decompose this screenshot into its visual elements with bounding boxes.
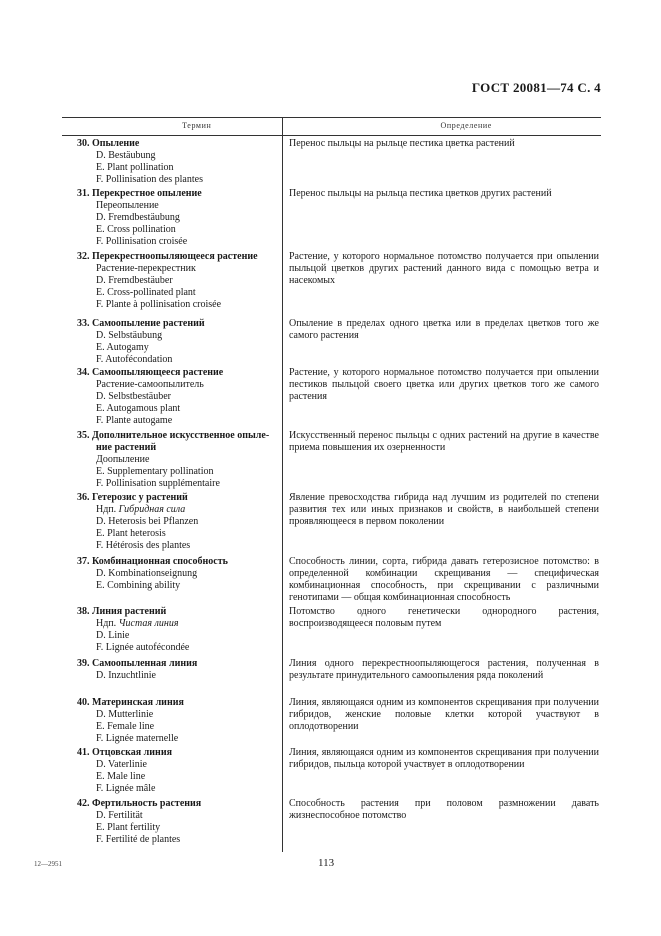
term-equivalent: D. Heterosis bei Pflanzen <box>96 516 199 527</box>
term-equivalent: D. Fremdbestäuber <box>96 275 173 286</box>
term-equivalent: D. Vaterlinie <box>96 759 147 770</box>
term-equivalent: Растение-перекрестник <box>96 263 196 274</box>
term-equivalent: E. Cross-pollinated plant <box>96 287 196 298</box>
deprecated-synonym <box>96 504 280 516</box>
term-block <box>77 251 280 311</box>
term-equivalent: F. Hétérosis des plantes <box>96 540 191 551</box>
term-equivalent: D. Fremdbestäubung <box>96 212 180 223</box>
table-header <box>62 117 601 136</box>
term-definition: Растение, у которого нормальное потомство получается при опылении пыльцой цветков других растений данного вида с помощью ветра и насекомых <box>289 251 599 286</box>
term-block <box>77 658 280 682</box>
term-equivalent: F. Lignée autofécondée <box>96 642 190 653</box>
deprecated-prefix: Ндп. <box>96 618 119 629</box>
term-equivalent: F. Lignée maternelle <box>96 733 179 744</box>
term-title: 34. Самоопыляющееся растение <box>77 367 224 378</box>
term-definition: Способность растения при половом размножении давать жизнеспособное потомство <box>289 798 599 821</box>
term-definition: Растение, у которого нормальное потомство получается при опылении пестиков пыльцой своего цветка или других цветков того же самого растения <box>289 367 599 402</box>
term-definition: Перенос пыльцы на рыльце пестика цветка растений <box>289 138 515 149</box>
term-equivalent: F. Lignée mâle <box>96 783 156 794</box>
term-equivalent: F. Plante à pollinisation croisée <box>96 299 222 310</box>
term-equivalent: Переопыление <box>96 200 159 211</box>
term-equivalent: E. Autogamy <box>96 342 149 353</box>
term-title: 30. Опыление <box>77 138 140 149</box>
term-equivalent: D. Bestäubung <box>96 150 156 161</box>
term-equivalent: D. Fertilität <box>96 810 143 821</box>
term-definition: Опыление в пределах одного цветка или в пределах цветков того же самого растения <box>289 318 599 341</box>
term-title: 37. Комбинационная способность <box>77 556 228 567</box>
term-definition: Линия одного перекрестноопыляющегося растения, полученная в результате принудительного самоопыления ряда поколений <box>289 658 599 681</box>
term-equivalent: F. Fertilité de plantes <box>96 834 181 845</box>
term-equivalent: Растение-самоопылитель <box>96 379 204 390</box>
term-equivalent: F. Autofécondation <box>96 354 173 365</box>
term-equivalent: F. Plante autogame <box>96 415 173 426</box>
term-definition: Явление превосходства гибрида над лучшим из родителей по степени развития тех или иных признаков и свойств, в наибольшей степени проявляющееся в первом поколении <box>289 492 599 527</box>
term-title: 41. Отцовская линия <box>77 747 172 758</box>
term-definition: Искусственный перенос пыльцы с одних растений на другие в качестве приема повышения их озерненности <box>289 430 599 453</box>
term-title-continued: ние растений <box>96 442 157 453</box>
term-equivalent: E. Plant fertility <box>96 822 161 833</box>
term-definition: Способность линии, сорта, гибрида давать гетерозисное потомство: в определенной комбинации скрещивания — специфическая комбинационная способность, при скрещивании с различными генотипами — общая комбинационная способность <box>289 556 599 603</box>
term-title: 40. Материнская линия <box>77 697 184 708</box>
term-block <box>77 430 280 490</box>
term-title: 42. Фертильность растения <box>77 798 202 809</box>
term-equivalent: E. Plant heterosis <box>96 528 166 539</box>
term-definition: Потомство одного генетически однородного растения, воспроизводящееся половым путем <box>289 606 599 629</box>
term-equivalent: D. Inzuchtlinie <box>96 670 156 681</box>
page-header: ГОСТ 20081—74 С. 4 <box>471 80 601 95</box>
term-equivalent: D. Mutterlinie <box>96 709 154 720</box>
term-title: 32. Перекрестноопыляющееся растение <box>77 251 258 262</box>
term-equivalent: Доопыление <box>96 454 150 465</box>
term-definition: Линия, являющаяся одним из компонентов скрещивания при получении гибридов, женские половые клетки которой участвуют в оплодотворении <box>289 697 599 732</box>
deprecated-term: Чистая линия <box>118 618 179 629</box>
term-block <box>77 697 280 745</box>
term-title: 39. Самоопыленная линия <box>77 658 198 669</box>
term-block <box>77 798 280 846</box>
term-block <box>77 367 280 427</box>
term-equivalent: E. Supplementary pollination <box>96 466 214 477</box>
term-equivalent: D. Selbstäubung <box>96 330 163 341</box>
term-equivalent: E. Combining ability <box>96 580 181 591</box>
term-equivalent: E. Plant pollination <box>96 162 174 173</box>
term-equivalent: D. Linie <box>96 630 130 641</box>
term-equivalent: F. Pollinisation supplémentaire <box>96 478 220 489</box>
term-block <box>77 606 280 654</box>
term-title: 35. Дополнительное искусственное опыле- <box>77 430 270 441</box>
term-block <box>77 188 280 248</box>
term-equivalent: E. Male line <box>96 771 146 782</box>
term-equivalent: F. Pollinisation croisée <box>96 236 188 247</box>
term-equivalent: E. Autogamous plant <box>96 403 181 414</box>
term-title: 33. Самоопыление растений <box>77 318 205 329</box>
term-equivalent: F. Pollinisation des plantes <box>96 174 203 185</box>
column-term-header: Термин <box>182 121 212 130</box>
column-definition-header: Определение <box>440 121 492 130</box>
term-block <box>77 138 280 186</box>
term-title: 38. Линия растений <box>77 606 167 617</box>
term-equivalent: D. Selbstbestäuber <box>96 391 171 402</box>
term-equivalent: E. Female line <box>96 721 155 732</box>
page-number: 113 <box>318 857 335 869</box>
term-title: 36. Гетерозис у растений <box>77 492 188 503</box>
deprecated-synonym <box>96 618 280 630</box>
print-code: 12—2951 <box>34 860 62 868</box>
term-block <box>77 747 280 795</box>
term-equivalent: D. Kombinationseignung <box>96 568 198 579</box>
deprecated-prefix: Ндп. <box>96 504 119 515</box>
term-equivalent: E. Cross pollination <box>96 224 176 235</box>
deprecated-term: Гибридная сила <box>118 504 186 515</box>
term-block <box>77 556 280 592</box>
term-title: 31. Перекрестное опыление <box>77 188 202 199</box>
term-definition: Линия, являющаяся одним из компонентов скрещивания при получении гибридов, пыльца которой участвует в оплодотворении <box>289 747 599 770</box>
column-divider <box>282 117 283 852</box>
term-block <box>77 318 280 366</box>
term-definition: Перенос пыльцы на рыльца пестика цветков других растений <box>289 188 552 199</box>
term-block <box>77 492 280 552</box>
